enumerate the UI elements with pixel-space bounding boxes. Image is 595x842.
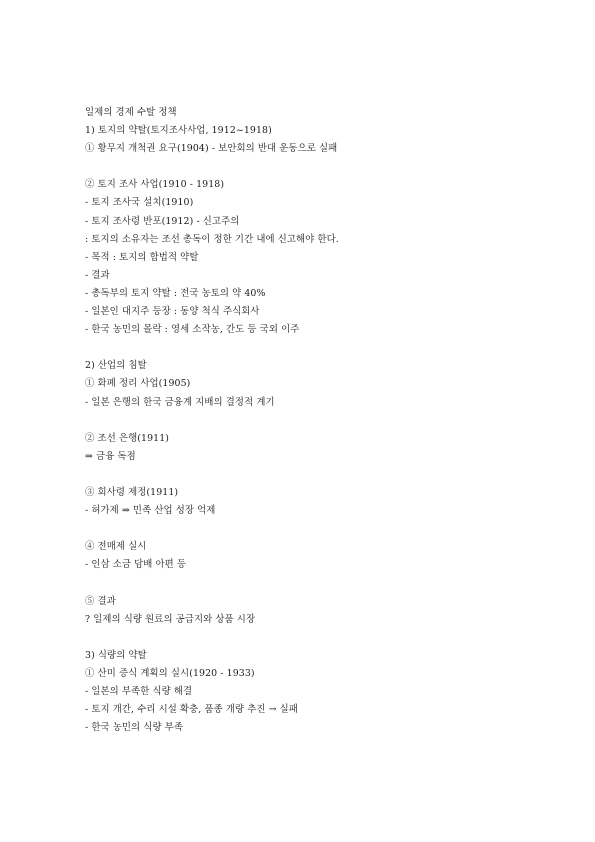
document-title: 일제의 경제 수탈 정책 (85, 107, 177, 118)
section-heading: 3) 식량의 약탈 (85, 649, 147, 661)
text-line: - 일본의 부족한 식량 해결 (85, 686, 193, 697)
text-line: - 일본 은행의 한국 금융계 지배의 결정적 계기 (85, 396, 275, 408)
subsection-heading: ③ 회사령 제정(1911) (85, 486, 179, 498)
text-line: - 결과 (85, 269, 110, 281)
text-line: : 토지의 소유자는 조선 총독이 정한 기간 내에 신고해야 한다. (85, 233, 339, 245)
text-line: - 한국 농민의 식량 부족 (85, 722, 183, 734)
text-line: - 한국 농민의 몰락 : 영세 소작농, 간도 등 국외 이주 (85, 324, 300, 336)
blank-line (85, 629, 555, 647)
text-line: ? 일제의 식량 원료의 공급지와 상품 시장 (85, 613, 256, 625)
text-line: - 목적 : 토지의 합법적 약탈 (85, 251, 199, 263)
document-body (85, 104, 555, 737)
subsection-heading: ① 화폐 정리 사업(1905) (85, 378, 191, 390)
text-line: ⇒ 금융 독점 (85, 450, 136, 462)
blank-line (85, 574, 555, 592)
subsection-heading: ⑤ 결과 (85, 595, 116, 607)
text-line: - 인삼 소금 담배 아편 등 (85, 559, 187, 571)
subsection-heading: ④ 전매제 실시 (85, 541, 147, 553)
subsection-heading: ① 산미 증식 계획의 실시(1920 - 1933) (85, 667, 255, 679)
text-line: - 토지 조사국 설치(1910) (85, 197, 194, 209)
text-line: - 일본인 대지주 등장 : 동양 척식 주식회사 (85, 306, 260, 318)
text-line: - 토지 조사령 반포(1912) - 신고주의 (85, 215, 240, 227)
blank-line (85, 339, 555, 357)
text-line: - 총독부의 토지 약탈 : 전국 농토의 약 40% (85, 287, 266, 299)
blank-line (85, 466, 555, 484)
text-line: - 토지 개간, 수리 시설 확충, 품종 개량 추진 → 실패 (85, 704, 298, 716)
blank-line (85, 158, 555, 176)
text-line: ① 황무지 개척권 요구(1904) - 보안회의 반대 운동으로 실패 (85, 143, 338, 155)
text-line: - 허가제 ⇒ 민족 산업 성장 억제 (85, 505, 216, 517)
section-heading: 2) 산업의 침탈 (85, 360, 147, 372)
subsection-heading: ② 조선 은행(1911) (85, 432, 170, 444)
subsection-heading: ② 토지 조사 사업(1910 - 1918) (85, 179, 225, 191)
blank-line (85, 412, 555, 430)
blank-line (85, 520, 555, 538)
section-heading: 1) 토지의 약탈(토지조사사업, 1912~1918) (85, 125, 272, 137)
